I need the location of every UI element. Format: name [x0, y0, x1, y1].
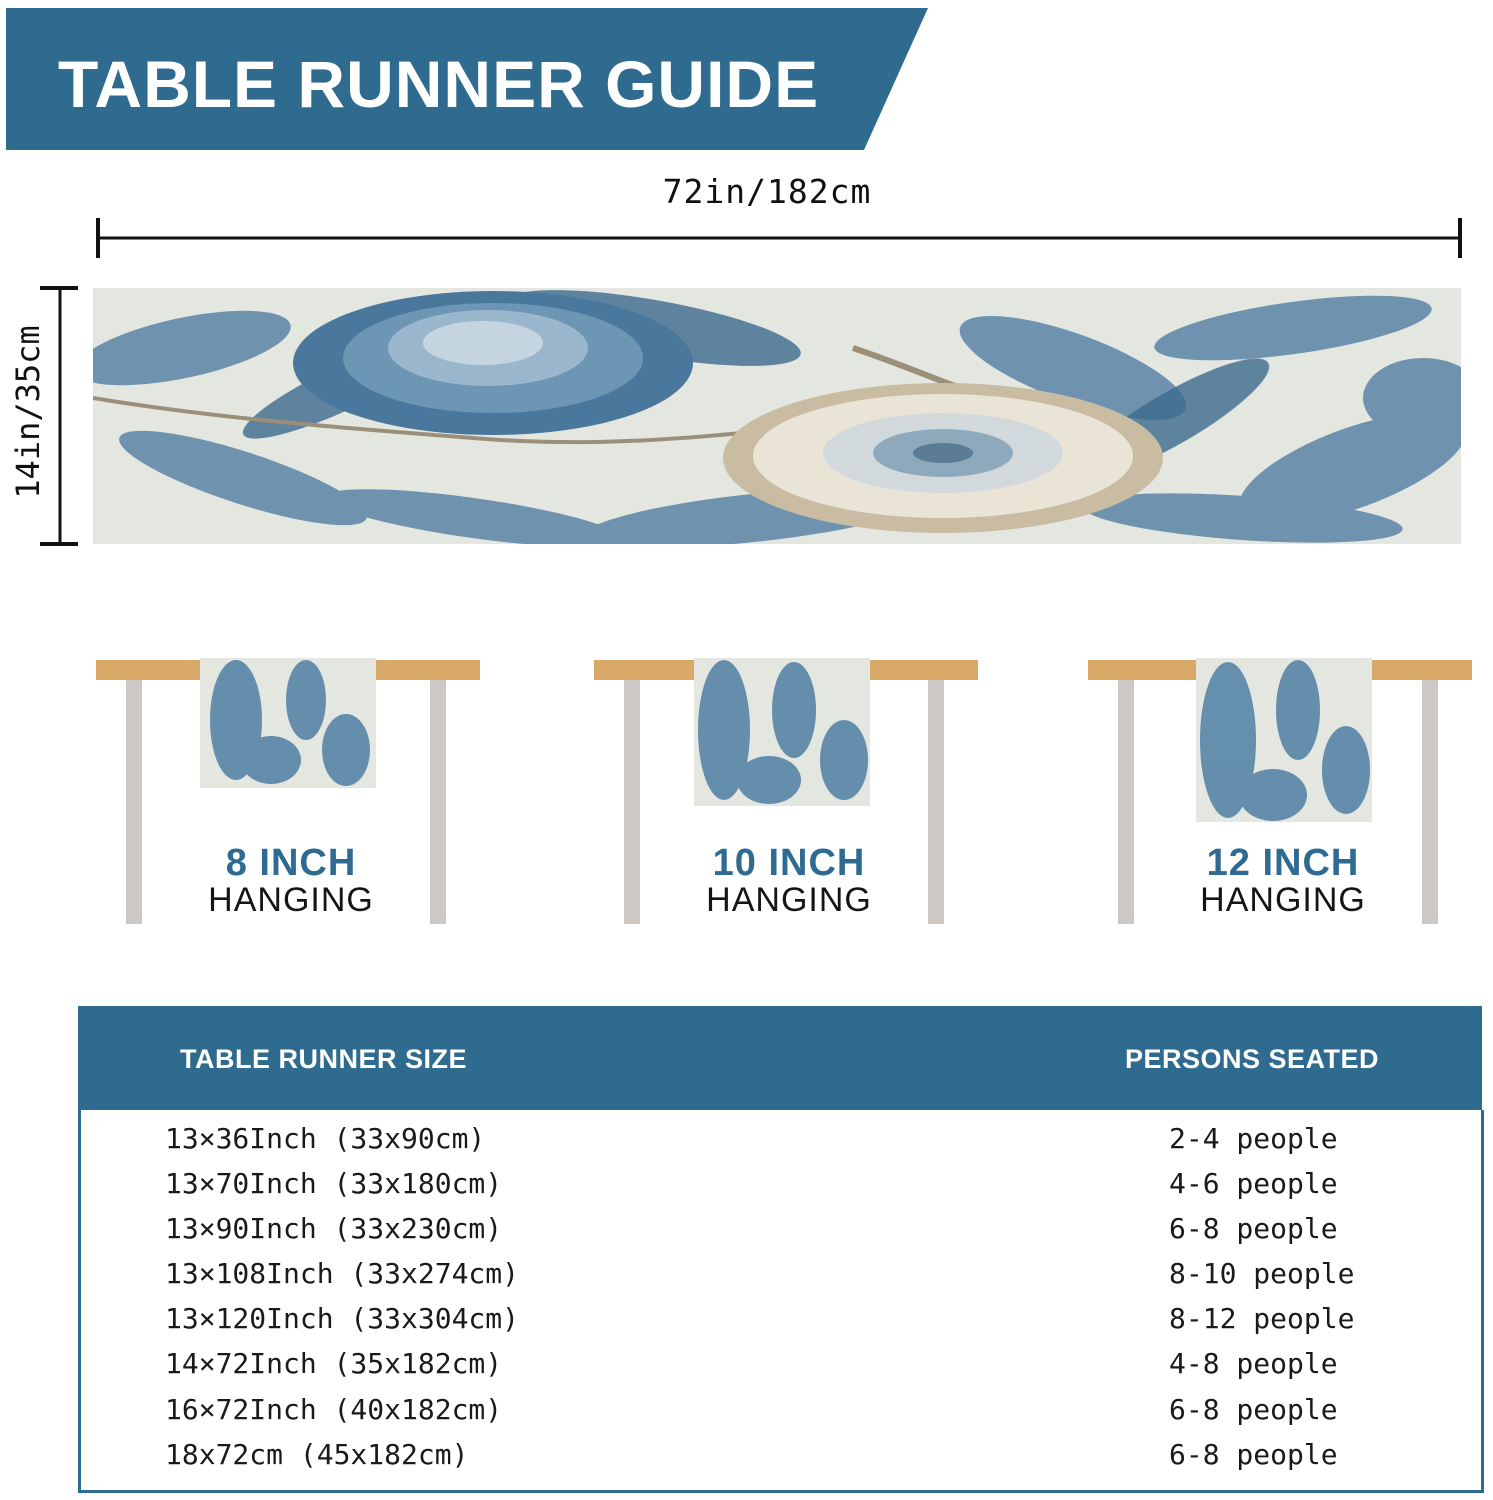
persons-cell: 6-8 people: [1169, 1212, 1338, 1245]
size-cell: 13×70Inch (33x180cm): [165, 1167, 503, 1200]
table-illustration-8-inch: [96, 640, 486, 940]
persons-cell: 6-8 people: [1169, 1393, 1338, 1426]
size-cell: 13×108Inch (33x274cm): [165, 1257, 520, 1290]
persons-cell: 4-6 people: [1169, 1167, 1338, 1200]
column-header-size: TABLE RUNNER SIZE: [180, 1044, 468, 1074]
table-row: [81, 1438, 1481, 1478]
column-header-persons: PERSONS SEATED: [1125, 1044, 1380, 1074]
hanging-size-label: 12 INCH: [1206, 842, 1360, 884]
hanging-word-label: HANGING: [208, 881, 374, 919]
table-header: [78, 1006, 1482, 1110]
floral-pattern-image: [93, 288, 1461, 544]
hanging-word-label: HANGING: [706, 881, 872, 919]
title-banner: [6, 8, 928, 150]
table-illustration-12-inch: [1088, 640, 1478, 940]
size-cell: 16×72Inch (40x182cm): [165, 1393, 503, 1426]
persons-cell: 4-8 people: [1169, 1347, 1338, 1380]
table-row: [81, 1167, 1481, 1207]
size-cell: 13×36Inch (33x90cm): [165, 1122, 486, 1155]
page-title: TABLE RUNNER GUIDE: [58, 47, 820, 121]
table-row: [81, 1302, 1481, 1342]
table-row: [81, 1122, 1481, 1162]
table-body: [78, 1110, 1484, 1493]
hanging-size-label: 10 INCH: [712, 842, 866, 884]
table-row: [81, 1257, 1481, 1297]
width-dimension-line: [90, 215, 1468, 261]
size-table: [78, 1006, 1482, 1492]
persons-cell: 2-4 people: [1169, 1122, 1338, 1155]
table-row: [81, 1393, 1481, 1433]
size-cell: 18x72cm (45x182cm): [165, 1438, 469, 1471]
size-cell: 13×90Inch (33x230cm): [165, 1212, 503, 1245]
height-dimension-line: [36, 284, 82, 548]
height-dimension-label: 14in/35cm: [9, 325, 47, 499]
size-cell: 13×120Inch (33x304cm): [165, 1302, 520, 1335]
width-dimension-label: 72in/182cm: [662, 172, 872, 211]
persons-cell: 6-8 people: [1169, 1438, 1338, 1471]
table-illustration-10-inch: [594, 640, 984, 940]
table-row: [81, 1347, 1481, 1387]
persons-cell: 8-10 people: [1169, 1257, 1355, 1290]
persons-cell: 8-12 people: [1169, 1302, 1355, 1335]
table-runner-image: [93, 288, 1461, 544]
hanging-size-label: 8 INCH: [225, 842, 357, 884]
size-cell: 14×72Inch (35x182cm): [165, 1347, 503, 1380]
hanging-word-label: HANGING: [1200, 881, 1366, 919]
table-row: [81, 1212, 1481, 1252]
